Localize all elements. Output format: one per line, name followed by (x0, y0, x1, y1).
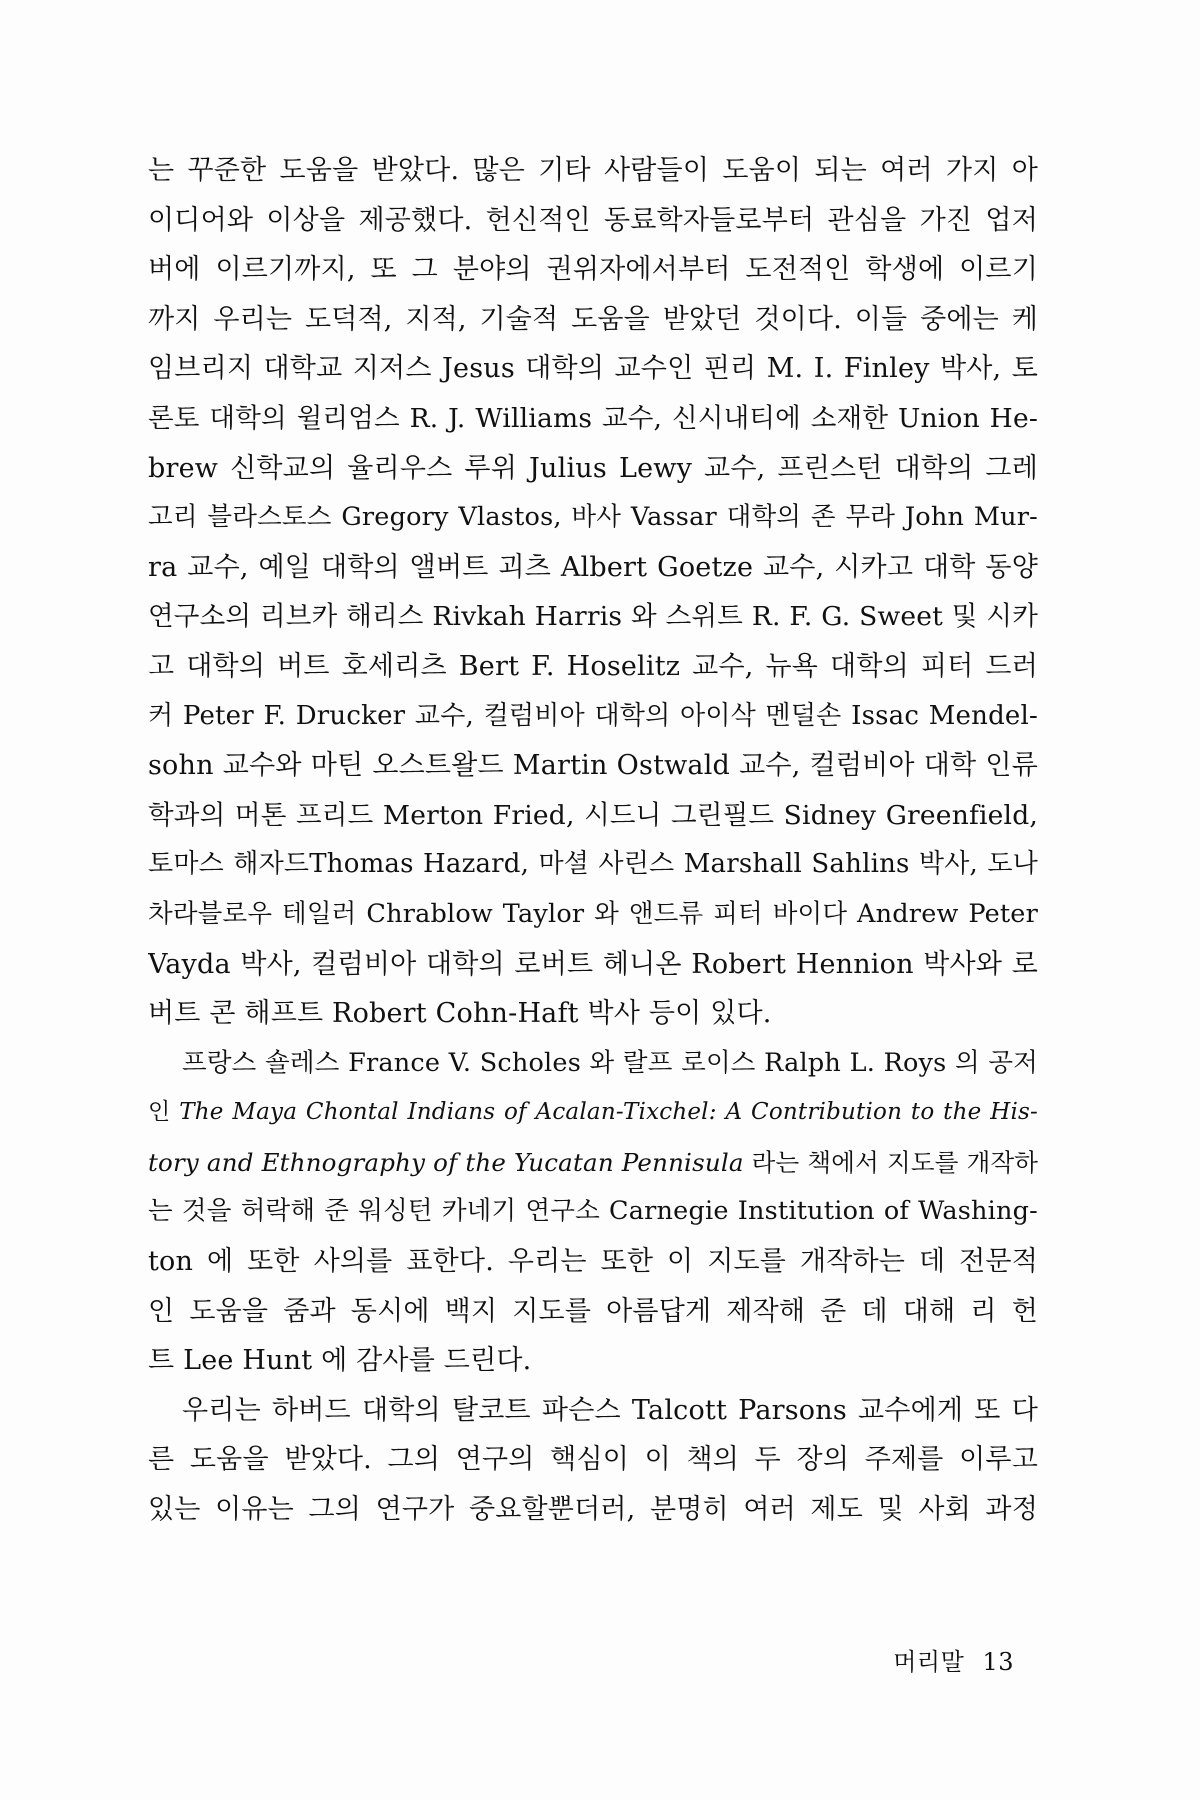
book-title: The Maya Chontal Indians of Acalan-Tixchel: A Contribution to the His- (179, 1099, 1038, 1126)
text-line: 버에 이르기까지, 또 그 분야의 권위자에서부터 도전적인 학생에 이르기 (148, 254, 1038, 286)
text-line: 까지 우리는 도덕적, 지적, 기술적 도움을 받았던 것이다. 이들 중에는 케 (148, 303, 1038, 335)
text-line: 고 대학의 버트 호세리츠 Bert F. Hoselitz 교수, 뉴욕 대학의 피터 드러 (148, 650, 1038, 682)
text-line: 커 Peter F. Drucker 교수, 컬럼비아 대학의 아이삭 멘덜손 Issac Mendel- (148, 700, 1038, 731)
text-fragment: 라는 책에서 지도를 개작하 (743, 1147, 1038, 1177)
text-line (148, 1138, 1038, 1188)
text-line: 있는 이유는 그의 연구가 중요할뿐더러, 분명히 여러 제도 및 사회 과정 (148, 1494, 1038, 1526)
text-line: 른 도움을 받았다. 그의 연구의 핵심이 이 책의 두 장의 주제를 이루고 (148, 1444, 1038, 1476)
body-text (148, 146, 1038, 1535)
text-line: 학과의 머톤 프리드 Merton Fried, 시드니 그린필드 Sidney Greenfield, (148, 799, 1038, 831)
text-line: ton 에 또한 사의를 표한다. 우리는 또한 이 지도를 개작하는 데 전문적 (148, 1246, 1038, 1278)
text-line: 차라블로우 테일러 Chrablow Taylor 와 앤드류 피터 바이다 Andrew Peter (148, 898, 1038, 929)
text-line: 연구소의 리브카 해리스 Rivkah Harris 와 스위트 R. F. G. Sweet 및 시카 (148, 601, 1038, 633)
text-line: 론토 대학의 윌리엄스 R. J. Williams 교수, 신시내티에 소재한 Union He- (148, 402, 1038, 434)
paragraph-acknowledgments-1 (148, 146, 1038, 1039)
text-line: 이디어와 이상을 제공했다. 헌신적인 동료학자들로부터 관심을 가진 업저 (148, 204, 1038, 236)
running-head: 머리말 (893, 1648, 965, 1676)
text-line: Vayda 박사, 컬럼비아 대학의 로버트 헤니온 Robert Hennion 박사와 로 (148, 948, 1038, 980)
text-line: 인 도움을 줌과 동시에 백지 지도를 아름답게 제작해 준 데 대해 리 헌 (148, 1295, 1038, 1327)
text-line: 우리는 하버드 대학의 탈코트 파슨스 Talcott Parsons 교수에게 또 다 (182, 1394, 1038, 1426)
text-line: 는 것을 허락해 준 워싱턴 카네기 연구소 Carnegie Institution of Washing- (148, 1196, 1038, 1227)
text-line: ra 교수, 예일 대학의 앨버트 괴츠 Albert Goetze 교수, 시카고 대학 동양 (148, 551, 1038, 583)
page-number: 13 (982, 1648, 1014, 1676)
text-line: 프랑스 숄레스 France V. Scholes 와 랄프 로이스 Ralph L. Roys 의 공저 (182, 1047, 1038, 1078)
text-line: brew 신학교의 율리우스 루위 Julius Lewy 교수, 프린스턴 대학의 그레 (148, 452, 1038, 484)
text-line: 는 꾸준한 도움을 받았다. 많은 기타 사람들이 도움이 되는 여러 가지 아 (148, 155, 1038, 186)
text-line: sohn 교수와 마틴 오스트왈드 Martin Ostwald 교수, 컬럼비아 대학 인류 (148, 750, 1038, 782)
text-fragment: 인 (148, 1099, 180, 1126)
paragraph-acknowledgments-2 (148, 1039, 1038, 1386)
page-footer (893, 1642, 1014, 1677)
paragraph-acknowledgments-3 (148, 1386, 1038, 1535)
text-line: 버트 콘 해프트 Robert Cohn-Haft 박사 등이 있다. (148, 998, 772, 1030)
text-line: 트 Lee Hunt 에 감사를 드린다. (148, 1345, 532, 1377)
text-line: 토마스 해자드Thomas Hazard, 마셜 사린스 Marshall Sahlins 박사, 도나 (148, 849, 1038, 880)
book-title: tory and Ethnography of the Yucatan Pennisula (148, 1147, 744, 1177)
text-line: 고리 블라스토스 Gregory Vlastos, 바사 Vassar 대학의 존 무라 John Mur- (148, 502, 1038, 533)
text-line: 임브리지 대학교 지저스 Jesus 대학의 교수인 핀리 M. I. Finley 박사, 토 (148, 353, 1038, 385)
text-line (148, 1088, 1038, 1138)
